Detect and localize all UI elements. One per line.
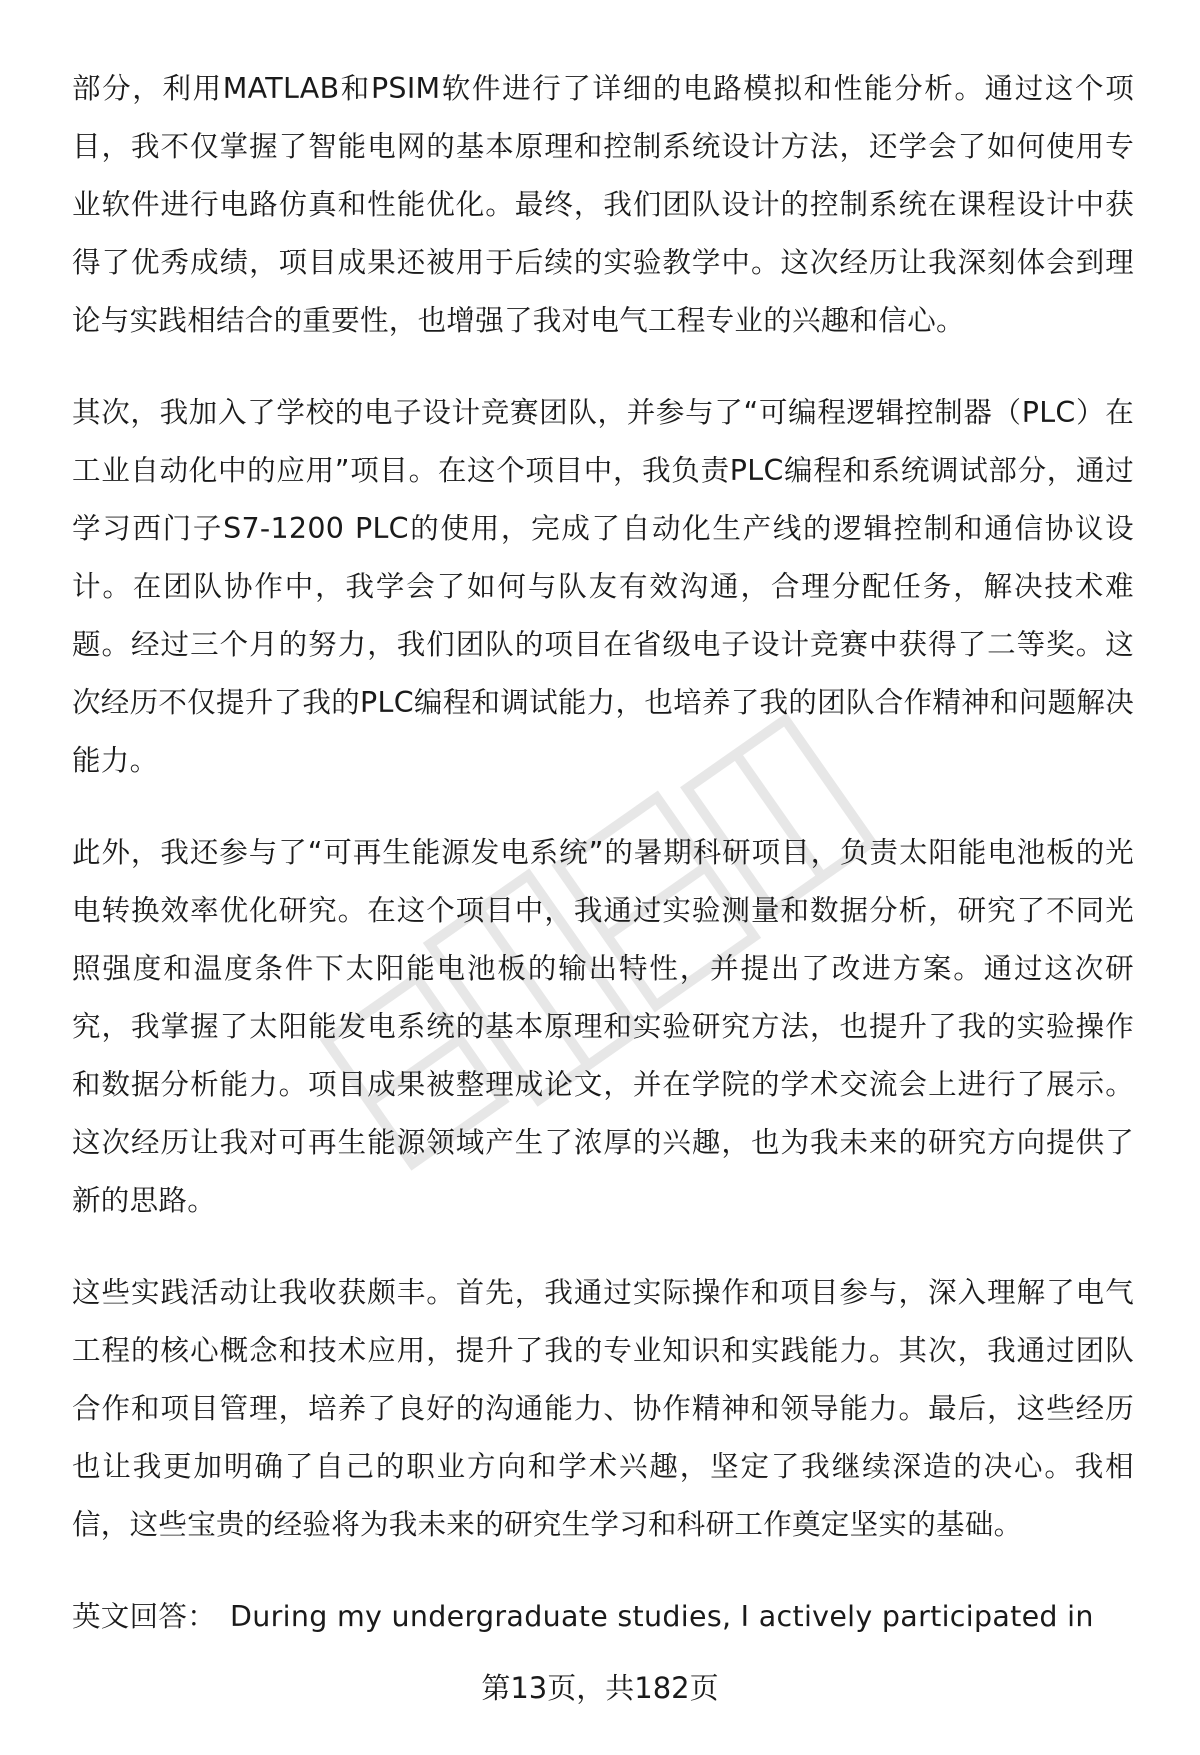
page-number-footer: 第13页，共182页 (481, 1671, 719, 1705)
english-answer (72, 1588, 1134, 1646)
paragraph-plc-competition: 其次，我加入了学校的电子设计竞赛团队，并参与了“可编程逻辑控制器（PLC）在工业自动化中的应用”项目。在这个项目中，我负责PLC编程和系统调试部分，通过学习西门子S7-1200 PLC的使用，完成了自动化生产线的逻辑控制和通信协议设计。在团队协作中，我学会了如何与队友有效沟通，合理分配任务，解决技术难题。经过三个月的努力，我们团队的项目在省级电子设计竞赛中获得了二等奖。这次经历不仅提升了我的PLC编程和调试能力，也培养了我的团队合作精神和问题解决能力。 (72, 396, 1134, 777)
english-answer-text: During my undergraduate studies, I actively participated in (230, 1600, 1094, 1633)
paragraph-summary: 这些实践活动让我收获颇丰。首先，我通过实际操作和项目参与，深入理解了电气工程的核心概念和技术应用，提升了我的专业知识和实践能力。其次，我通过团队合作和项目管理，培养了良好的沟通能力、协作精神和领导能力。最后，这些经历也让我更加明确了自己的职业方向和学术兴趣，坚定了我继续深造的决心。我相信，这些宝贵的经验将为我未来的研究生学习和科研工作奠定坚实的基础。 (72, 1276, 1134, 1541)
english-answer-label: 英文回答： (72, 1600, 217, 1633)
paragraph-project-intro: 部分，利用MATLAB和PSIM软件进行了详细的电路模拟和性能分析。通过这个项目，我不仅掌握了智能电网的基本原理和控制系统设计方法，还学会了如何使用专业软件进行电路仿真和性能优化。最终，我们团队设计的控制系统在课程设计中获得了优秀成绩，项目成果还被用于后续的实验教学中。这次经历让我深刻体会到理论与实践相结合的重要性，也增强了我对电气工程专业的兴趣和信心。 (72, 72, 1134, 337)
document-body (72, 60, 1134, 1646)
paragraph-renewable-research: 此外，我还参与了“可再生能源发电系统”的暑期科研项目，负责太阳能电池板的光电转换效率优化研究。在这个项目中，我通过实验测量和数据分析，研究了不同光照强度和温度条件下太阳能电池板的输出特性，并提出了改进方案。通过这次研究，我掌握了太阳能发电系统的基本原理和实验研究方法，也提升了我的实验操作和数据分析能力。项目成果被整理成论文，并在学院的学术交流会上进行了展示。这次经历让我对可再生能源领域产生了浓厚的兴趣，也为我未来的研究方向提供了新的思路。 (72, 836, 1134, 1217)
